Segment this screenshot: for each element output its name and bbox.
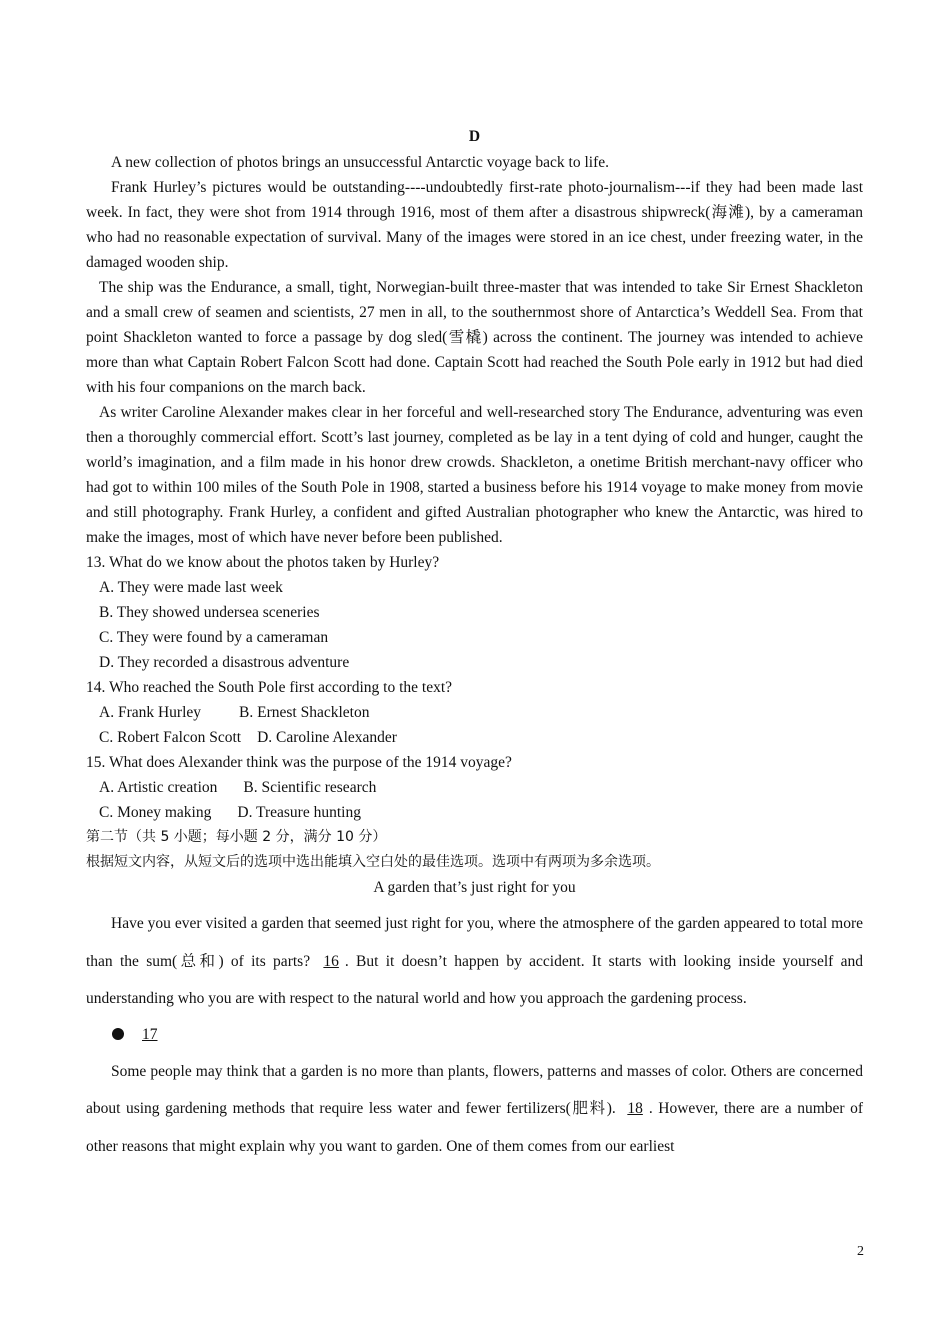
section-two-header: 第二节（共 5 小题；每小题 2 分，满分 10 分） (86, 829, 387, 845)
passage-paragraph-4: As writer Caroline Alexander makes clear in her forceful and well-researched story The Endurance, adventuring was even then a thoroughly commercial effort. Scott’s last journey, completed as be lay in a tent dying of cold and hunger, caught the world’s imagination, and a film made in his honor drew crowds. Shackleton, a onetime British merchant-navy officer who had got to within 100 miles of the South Pole in 1908, started a business before his 1914 voyage to make money from movie and still photography. Frank Hurley, a confident and gifted Australian photographer who knew the Antarctic, was hired to make the images, most of which have never before been published. (86, 404, 863, 546)
option-b: B. Scientific research (243, 779, 377, 796)
option-c: C. They were found by a cameraman (99, 629, 329, 646)
passage-paragraph-2: Frank Hurley’s pictures would be outstanding----undoubtedly first-rate photo-journalism---if they had been made last week. In fact, they were shot from 1914 through 1916, most of them after a disastrous shipwreck(海滩), by a cameraman who had no reasonable expectation of survival. Many of the images were stored in an ice chest, under freezing water, in the damaged wooden ship. (86, 179, 863, 271)
page-content (86, 124, 863, 1165)
garden-paragraph-1-text-cont: . But it doesn’t happen by accident. It starts with looking inside yourself and understanding who you are with respect to the natural world and how you approach the gardening process. (86, 952, 863, 1007)
garden-paragraph-2-text-cont: . However, there are a number of other reasons that might explain why you want to garden. One of them comes from our earliest (86, 1100, 863, 1155)
question-stem: 15. What does Alexander think was the purpose of the 1914 voyage? (86, 754, 512, 771)
option-a: A. Artistic creation (99, 779, 218, 796)
option-row-cd (86, 725, 863, 750)
option-row-cd (86, 800, 863, 825)
question-stem: 13. What do we know about the photos taken by Hurley? (86, 554, 440, 571)
page-number: 2 (857, 1244, 864, 1259)
question-15 (86, 750, 863, 825)
question-14 (86, 675, 863, 750)
section-letter-heading: D (468, 128, 481, 145)
bullet-dot-icon (112, 1028, 124, 1040)
blank-18: 18 (627, 1100, 643, 1117)
option-a: A. Frank Hurley (99, 704, 202, 721)
option-row-ab (86, 700, 863, 725)
option-row-ab (86, 775, 863, 800)
passage-title: A garden that’s just right for you (373, 879, 576, 896)
garden-paragraph-2-text: Some people may think that a garden is no more than plants, flowers, patterns and masses of color. Others are concerned about using gardening methods that require less water and fewer fertilizers(肥料). (86, 1062, 863, 1117)
option-d: D. They recorded a disastrous adventure (99, 654, 350, 671)
option-c: C. Money making (99, 804, 212, 821)
question-stem: 14. Who reached the South Pole first according to the text? (86, 679, 453, 696)
passage-paragraph-1: A new collection of photos brings an unsuccessful Antarctic voyage back to life. (111, 154, 610, 171)
passage-paragraph-3: The ship was the Endurance, a small, tight, Norwegian-built three-master that was intended to take Sir Ernest Shackleton and a small crew of seamen and scientists, 27 men in all, to the southernmost shore of Antarctica’s Weddell Sea. From that point Shackleton wanted to force a passage by dog sled(雪橇) across the continent. The journey was intended to achieve more than what Captain Robert Falcon Scott had done. Captain Scott had reached the South Pole early in 1912 but had died with his four companions on the march back. (86, 279, 863, 396)
question-13 (86, 550, 863, 675)
garden-paragraph-1 (86, 905, 863, 1018)
option-b: B. Ernest Shackleton (239, 704, 370, 721)
option-a: A. They were made last week (99, 579, 283, 596)
option-d: D. Caroline Alexander (257, 729, 397, 746)
option-c: C. Robert Falcon Scott (99, 729, 242, 746)
section-two-instruction: 根据短文内容，从短文后的选项中选出能填入空白处的最佳选项。选项中有两项为多余选项。 (86, 854, 660, 870)
blank-17: 17 (142, 1025, 158, 1043)
blank-16: 16 (323, 952, 339, 970)
option-d: D. Treasure hunting (237, 804, 361, 821)
option-b: B. They showed undersea sceneries (99, 604, 320, 621)
garden-paragraph-1-text: Have you ever visited a garden that seemed just right for you, where the atmosphere of the garden appeared to total more than the sum(总和) of its parts? (86, 915, 863, 970)
bullet-blank-line (86, 1020, 863, 1050)
garden-paragraph-2 (86, 1053, 863, 1166)
